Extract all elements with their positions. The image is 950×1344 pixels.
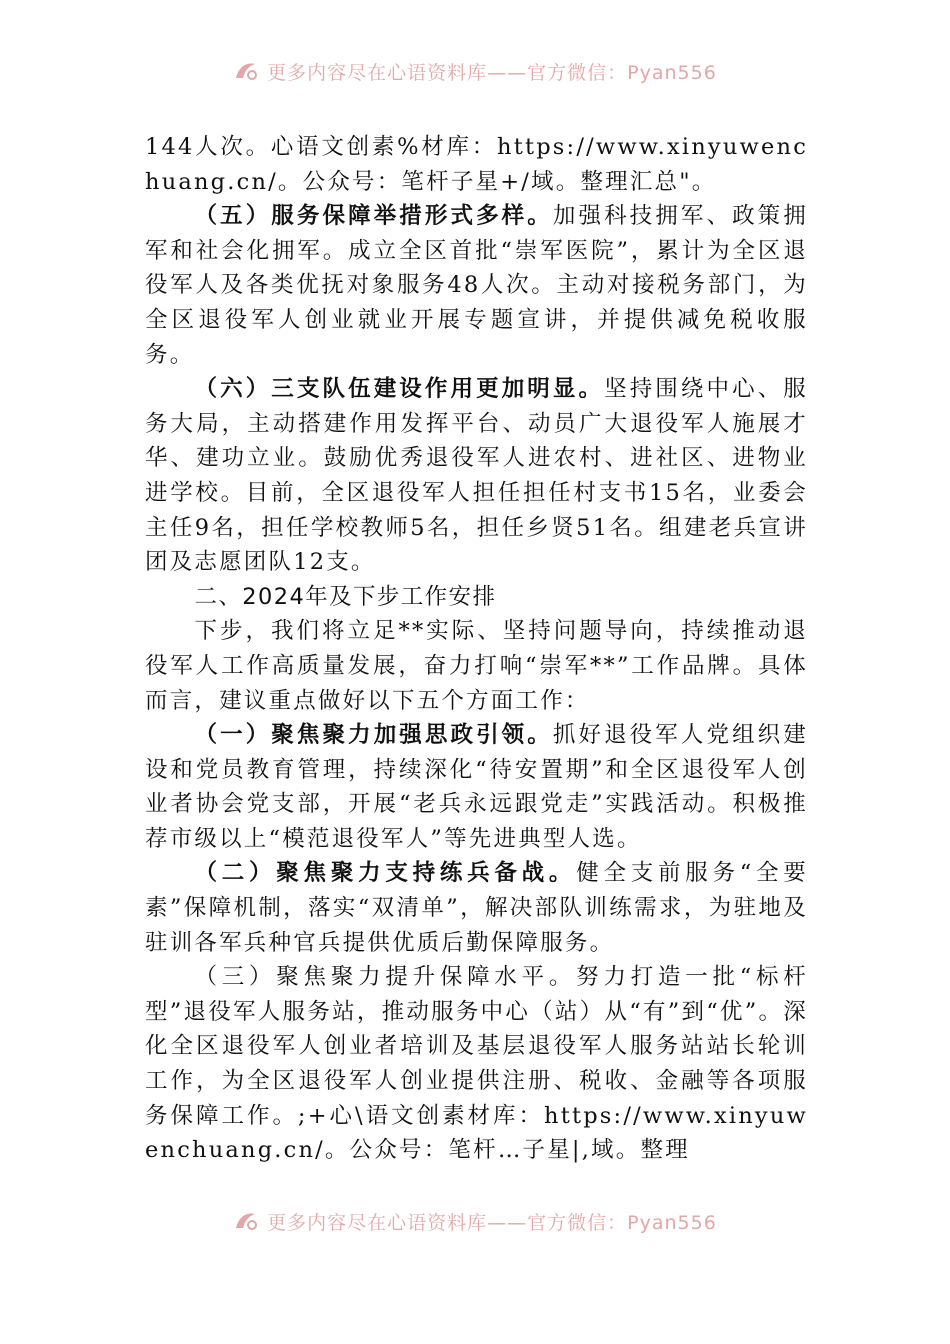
section-heading: 二、2024年及下步工作安排 <box>194 583 497 610</box>
brand-logo-icon <box>233 60 259 82</box>
paragraph-task-1 <box>145 718 808 856</box>
document-body <box>145 130 808 1168</box>
task-1-body: 抓好退役军人党组织建设和党员教育管理，持续深化“待安置期”和全区退役军人创业者协会党支部，开展“老兵永远跟党走”实践活动。积极推荐市级以上“模范退役军人”等先进典型人选。 <box>145 722 808 852</box>
paragraph-intro: 下步，我们将立足**实际、坚持问题导向，持续推动退役军人工作高质量发展，奋力打响“崇军**”工作品牌。具体而言，建议重点做好以下五个方面工作： <box>145 618 808 714</box>
paragraph-task-3: （三）聚焦聚力提升保障水平。努力打造一批“标杆型”退役军人服务站，推动服务中心（站）从“有”到“优”。深化全区退役军人创业者培训及基层退役军人服务站站长轮训工作，为全区退役军人创业提供注册、税收、金融等各项服务保障工作。;+心\语文创素材库：https://www.xinyuwenchuang.cn/。公众号：笔杆…子星|,域。整理 <box>145 964 808 1164</box>
task-2-lead: （二）聚焦聚力支持练兵备战。 <box>194 860 577 887</box>
watermark-text: 更多内容尽在心语资料库——官方微信：Pyan556 <box>267 1211 717 1234</box>
section-5-lead: （五）服务保障举措形式多样。 <box>194 203 553 230</box>
watermark-header <box>0 56 950 86</box>
paragraph-section-5 <box>145 199 808 372</box>
task-1-lead: （一）聚焦聚力加强思政引领。 <box>194 722 553 749</box>
section-6-body: 坚持围绕中心、服务大局，主动搭建作用发挥平台、动员广大退役军人施展才华、建功立业。鼓励优秀退役军人进农村、进社区、进物业进学校。目前，全区退役军人担任担任村支书15名，业委会主任9名，担任学校教师5名，担任乡贤51名。组建老兵宣讲团及志愿团队12支。 <box>145 376 808 576</box>
paragraph-continued: 144人次。心语文创素%材库：https://www.xinyuwenchuang.cn/。公众号：笔杆子星+/域。整理汇总"。 <box>145 134 808 195</box>
paragraph-task-2 <box>145 856 808 960</box>
watermark-text: 更多内容尽在心语资料库——官方微信：Pyan556 <box>267 61 717 84</box>
brand-logo-icon <box>233 1210 259 1232</box>
section-6-lead: （六）三支队伍建设作用更加明显。 <box>194 376 605 403</box>
task-2-body: 健全支前服务“全要素”保障机制，落实“双清单”，解决部队训练需求，为驻地及驻训各军兵种官兵提供优质后勤保障服务。 <box>145 860 808 956</box>
paragraph-section-6 <box>145 372 808 580</box>
section-5-body: 加强科技拥军、政策拥军和社会化拥军。成立全区首批“崇军医院”，累计为全区退役军人及各类优抚对象服务48人次。主动对接税务部门，为全区退役军人创业就业开展专题宣讲，并提供减免税收服务。 <box>145 203 808 368</box>
watermark-footer <box>0 1206 950 1236</box>
